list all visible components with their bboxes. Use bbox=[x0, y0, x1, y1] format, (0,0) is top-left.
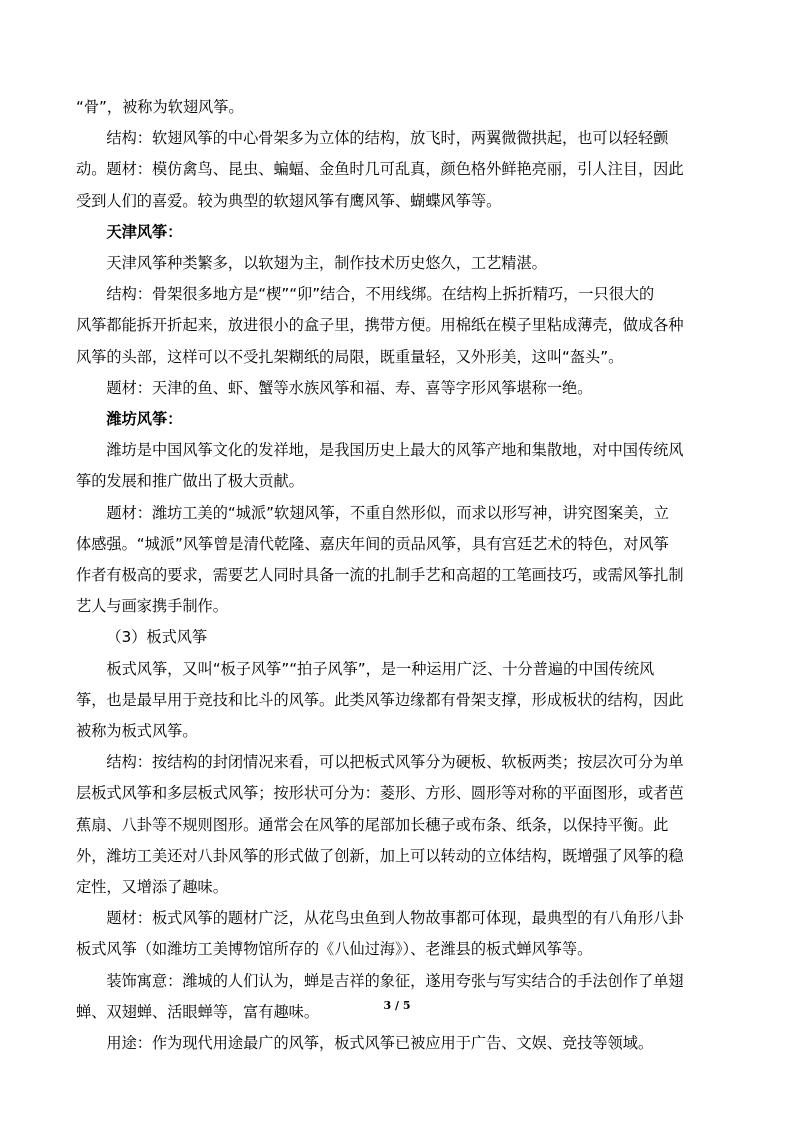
text-line: “骨”，被称为软翅风筝。 bbox=[76, 98, 244, 116]
paragraph bbox=[76, 92, 726, 123]
paragraph bbox=[76, 498, 726, 623]
paragraph bbox=[76, 435, 726, 497]
text-line: （3）板式风筝 bbox=[106, 628, 208, 647]
text-line: 动。题材：模仿禽鸟、昆虫、蝙蝠、金鱼时几可乱真，颜色格外鲜艳亮丽，引人注目，因此 bbox=[76, 160, 684, 179]
text-line: 板式风筝，又叫“板子风筝”“拍子风筝”，是一种运用广泛、十分普遍的中国传统风 bbox=[106, 659, 655, 678]
text-line: 结构：软翅风筝的中心骨架多为立体的结构，放飞时，两翼微微拱起，也可以轻轻颤 bbox=[106, 129, 669, 148]
text-line: 筝的发展和推广做出了极大贡献。 bbox=[76, 472, 304, 491]
text-line: 装饰寓意：潍城的人们认为，蝉是吉祥的象征，遂用夸张与写实结合的手法创作了单翅 bbox=[106, 971, 684, 990]
text-line: 潍坊风筝： bbox=[106, 410, 183, 429]
text-line: 体感强。“城派”风筝曾是清代乾隆、嘉庆年间的贡品风筝，具有宫廷艺术的特色，对风筝 bbox=[76, 534, 669, 553]
paragraph bbox=[76, 279, 726, 373]
text-line: 题材：天津的鱼、虾、蟹等水族风筝和福、寿、喜等字形风筝堪称一绝。 bbox=[106, 378, 593, 397]
text-line: 天津风筝种类繁多，以软翅为主，制作技术历史悠久，工艺精湛。 bbox=[106, 254, 547, 273]
text-line: 外，潍坊工美还对八卦风筝的形式做了创新，加上可以转动的立体结构，既增强了风筝的稳 bbox=[76, 846, 684, 865]
paragraph bbox=[76, 123, 726, 217]
text-line: 定性，又增添了趣味。 bbox=[76, 878, 228, 897]
text-line: 题材：潍坊工美的“城派”软翅风筝，不重自然形似，而求以形写神，讲究图案美，立 bbox=[106, 503, 669, 522]
text-line: 蝉、双翅蝉、活眼蝉等，富有趣味。 bbox=[76, 1002, 319, 1021]
section-subheading bbox=[76, 217, 726, 248]
text-line: 结构：骨架很多地方是“楔”“卯”结合，不用线绑。在结构上拆折精巧，一只很大的 bbox=[106, 285, 655, 304]
text-line: 用途：作为现代用途最广的风筝，板式风筝已被应用于广告、文娱、竞技等领域。 bbox=[106, 1034, 654, 1053]
text-line: 被称为板式风筝。 bbox=[76, 722, 198, 741]
paragraph bbox=[76, 966, 726, 1028]
paragraph bbox=[76, 1028, 726, 1059]
paragraph bbox=[76, 654, 726, 748]
text-line: 风筝都能拆开折起来，放进很小的盒子里，携带方便。用棉纸在模子里粘成薄壳，做成各种 bbox=[76, 316, 684, 335]
text-line: 受到人们的喜爱。较为典型的软翅风筝有鹰风筝、蝴蝶风筝等。 bbox=[76, 191, 502, 210]
paragraph bbox=[76, 373, 726, 404]
text-line: 层板式风筝和多层板式风筝；按形状可分为：菱形、方形、圆形等对称的平面图形，或者芭 bbox=[76, 784, 684, 803]
paragraph bbox=[76, 903, 726, 965]
text-line: 天津风筝： bbox=[106, 222, 183, 241]
text-line: 蕉扇、八卦等不规则图形。通常会在风筝的尾部加长穗子或布条、纸条，以保持平衡。此 bbox=[76, 815, 669, 834]
document-body bbox=[76, 92, 726, 1059]
paragraph bbox=[76, 622, 726, 653]
text-line: 风筝的头部，这样可以不受扎架糊纸的局限，既重量轻，又外形美，这叫“盔头”。 bbox=[76, 347, 624, 366]
text-line: 板式风筝（如潍坊工美博物馆所存的《八仙过海》）、老潍县的板式蝉风筝等。 bbox=[76, 940, 593, 959]
paragraph bbox=[76, 747, 726, 903]
text-line: 艺人与画家携手制作。 bbox=[76, 597, 228, 616]
text-line: 潍坊是中国风筝文化的发祥地，是我国历史上最大的风筝产地和集散地，对中国传统风 bbox=[106, 441, 684, 460]
paragraph bbox=[76, 248, 726, 279]
text-line: 作者有极高的要求，需要艺人同时具备一流的扎制手艺和高超的工笔画技巧，或需风筝扎制 bbox=[76, 566, 684, 585]
text-line: 结构：按结构的封闭情况来看，可以把板式风筝分为硬板、软板两类；按层次可分为单 bbox=[106, 753, 684, 772]
page-number: 3 / 5 bbox=[383, 999, 411, 1012]
section-subheading bbox=[76, 404, 726, 435]
text-line: 题材：板式风筝的题材广泛，从花鸟虫鱼到人物故事都可体现，最典型的有八角形八卦 bbox=[106, 909, 684, 928]
text-line: 筝，也是最早用于竞技和比斗的风筝。此类风筝边缘都有骨架支撑，形成板状的结构，因此 bbox=[76, 690, 684, 709]
